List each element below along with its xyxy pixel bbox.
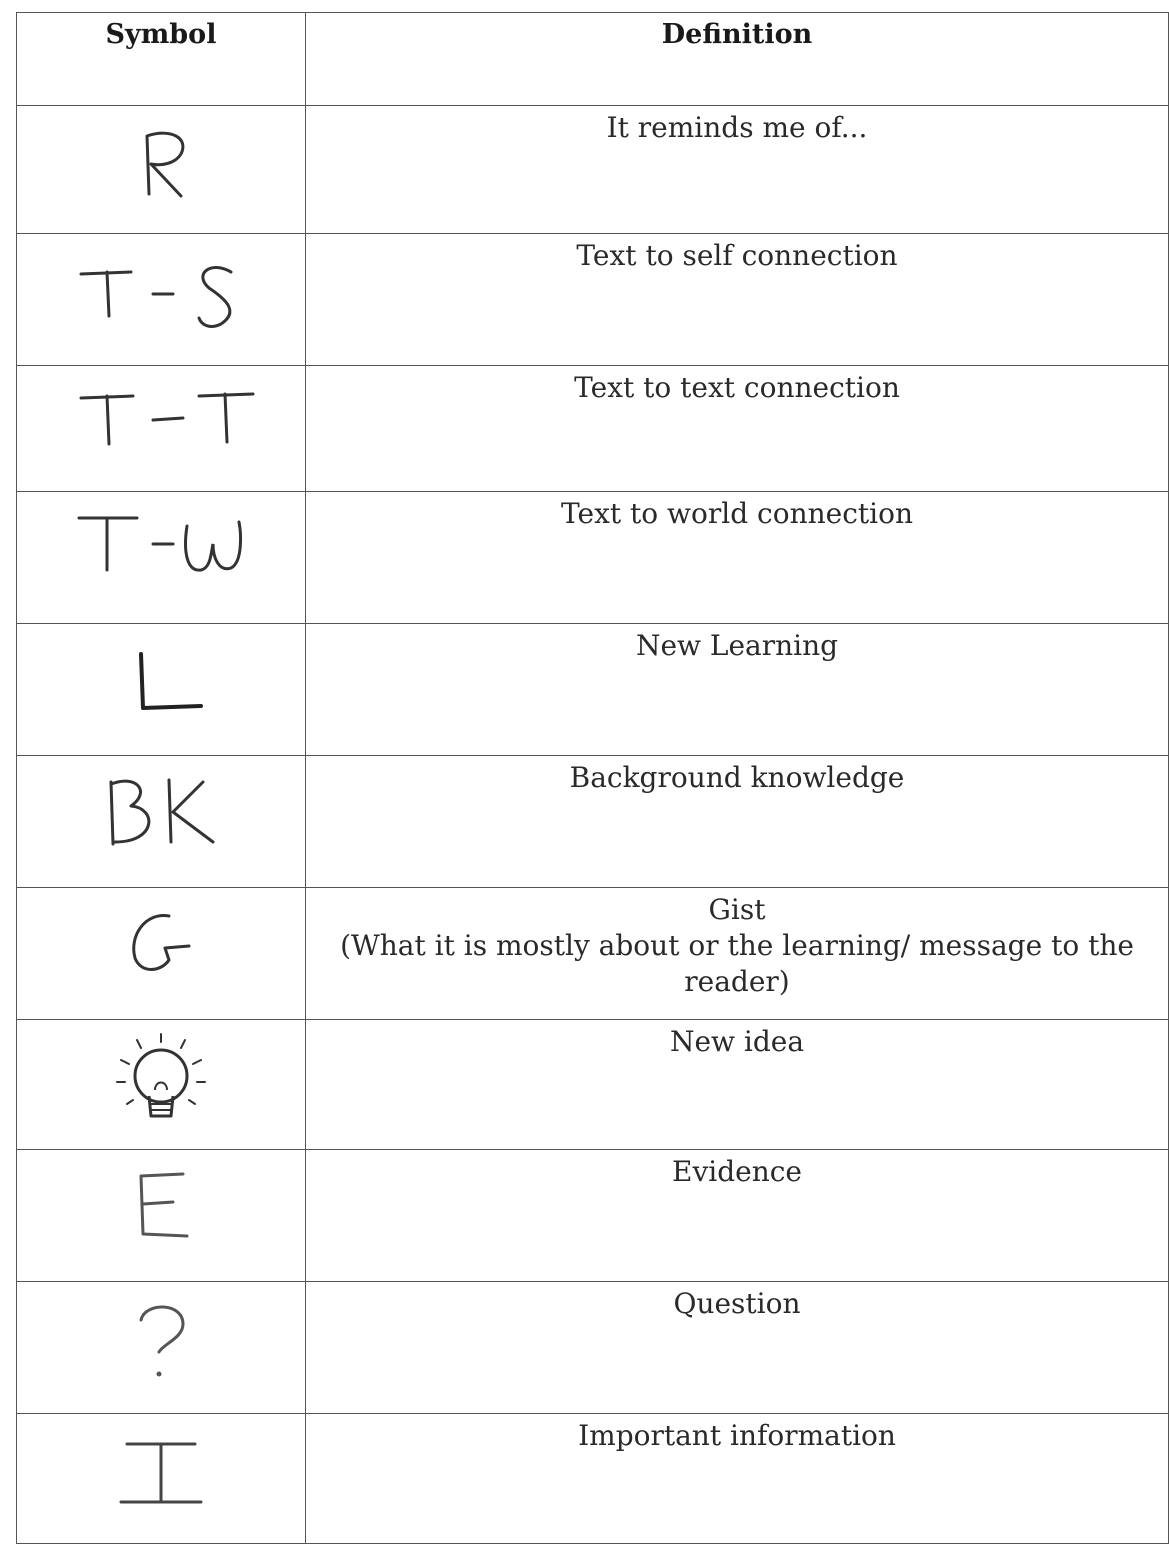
symbol-cell-bk: [17, 756, 306, 888]
definition-text: Text to world connection: [561, 497, 913, 530]
definition-text: Background knowledge: [569, 761, 905, 794]
handwritten-e-icon: [101, 1150, 221, 1250]
definition-text: Evidence: [672, 1155, 802, 1188]
definition-cell: [306, 106, 1169, 234]
symbol-cell-l: [17, 624, 306, 756]
symbol-cell-t-s: [17, 234, 306, 366]
table-row: [17, 234, 1169, 366]
definition-cell: [306, 756, 1169, 888]
symbol-cell-r: [17, 106, 306, 234]
symbol-cell-lightbulb: [17, 1020, 306, 1150]
table-header-row: [17, 13, 1169, 106]
symbol-column-header: Symbol: [17, 13, 306, 106]
definition-cell: [306, 1282, 1169, 1414]
definition-column-header: Definition: [306, 13, 1169, 106]
definition-text: New idea: [669, 1025, 805, 1058]
definition-text: Text to self connection: [576, 239, 898, 272]
handwritten-question-mark-icon: [101, 1282, 221, 1392]
table-row: [17, 624, 1169, 756]
definition-text: Text to text connection: [574, 371, 900, 404]
lightbulb-icon: [91, 1020, 231, 1140]
handwritten-l-icon: [101, 624, 221, 724]
table-row: [17, 1414, 1169, 1544]
handwritten-g-icon: [101, 888, 221, 988]
handwritten-t-t-icon: [61, 366, 261, 466]
definition-cell: [306, 624, 1169, 756]
table-row: [17, 1150, 1169, 1282]
handwritten-r-icon: [101, 106, 221, 216]
definition-cell: [306, 492, 1169, 624]
definition-cell: [306, 366, 1169, 492]
table-row: [17, 492, 1169, 624]
symbol-cell-t-t: [17, 366, 306, 492]
symbol-cell-question: [17, 1282, 306, 1414]
symbol-cell-t-w: [17, 492, 306, 624]
definition-cell: [306, 1150, 1169, 1282]
symbol-cell-e: [17, 1150, 306, 1282]
handwritten-t-w-icon: [61, 492, 261, 592]
table-row: [17, 366, 1169, 492]
handwritten-i-icon: [91, 1414, 231, 1524]
definition-text: New Learning: [635, 629, 839, 662]
symbol-cell-i: [17, 1414, 306, 1544]
table-row: [17, 106, 1169, 234]
definition-text: It reminds me of...: [606, 111, 868, 144]
definition-text: Question: [673, 1287, 801, 1320]
table-row: [17, 1020, 1169, 1150]
table-row: [17, 756, 1169, 888]
definition-cell: [306, 888, 1169, 1020]
definition-cell: [306, 1414, 1169, 1544]
definition-text: Important information: [578, 1419, 896, 1452]
table-row: [17, 888, 1169, 1020]
definition-cell: [306, 1020, 1169, 1150]
symbol-definition-table: [16, 12, 1169, 1544]
symbol-cell-g: [17, 888, 306, 1020]
definition-cell: [306, 234, 1169, 366]
handwritten-t-s-icon: [61, 234, 261, 344]
definition-text: Gist: [708, 893, 766, 926]
handwritten-bk-icon: [81, 756, 241, 856]
definition-extra-text: (What it is mostly about or the learning/ message to the reader): [340, 929, 1134, 998]
table-row: [17, 1282, 1169, 1414]
